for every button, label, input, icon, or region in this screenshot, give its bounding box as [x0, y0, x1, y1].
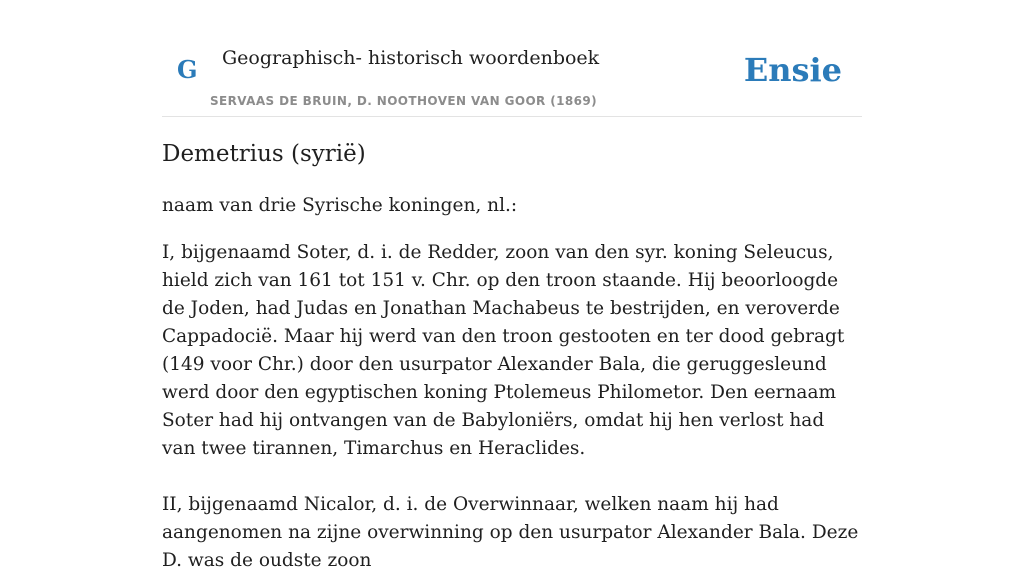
book-icon[interactable]: G: [177, 55, 198, 84]
ensie-logo[interactable]: Ensie: [743, 51, 842, 89]
article-paragraph-1: I, bijgenaamd Soter, d. i. de Redder, zoon van den syr. koning Seleucus, hield zich van 161 tot 151 v. Chr. op den troon staande. Hij beoorloogde de Joden, had Judas en Jonathan Machabeus te bestrijden, en veroverde Cappadocië. Maar hij werd van den troon gestooten en ter dood gebragt (149 voor Chr.) door den usurpator Alexander Bala, die geruggesleund werd door den egyptischen koning Ptolemeus Philometor. Den eernaam Soter had hij ontvangen van de Babyloniërs, omdat hij hen verlost had van twee tirannen, Timarchus en Heraclides.: [162, 242, 845, 459]
article-intro: naam van drie Syrische koningen, nl.:: [162, 195, 518, 216]
article-paragraph-2: II, bijgenaamd Nicalor, d. i. de Overwinnaar, welken naam hij had aangenomen na zijne overwinning op den usurpator Alexander Bala. Deze D. was de oudste zoon: [162, 494, 859, 571]
entry-title: Demetrius (syrië): [162, 141, 366, 167]
header: [162, 0, 862, 117]
article: [162, 138, 862, 575]
book-title[interactable]: Geographisch- historisch woordenboek: [222, 47, 600, 69]
book-author: SERVAAS DE BRUIN, D. NOOTHOVEN VAN GOOR (1869): [210, 94, 598, 108]
